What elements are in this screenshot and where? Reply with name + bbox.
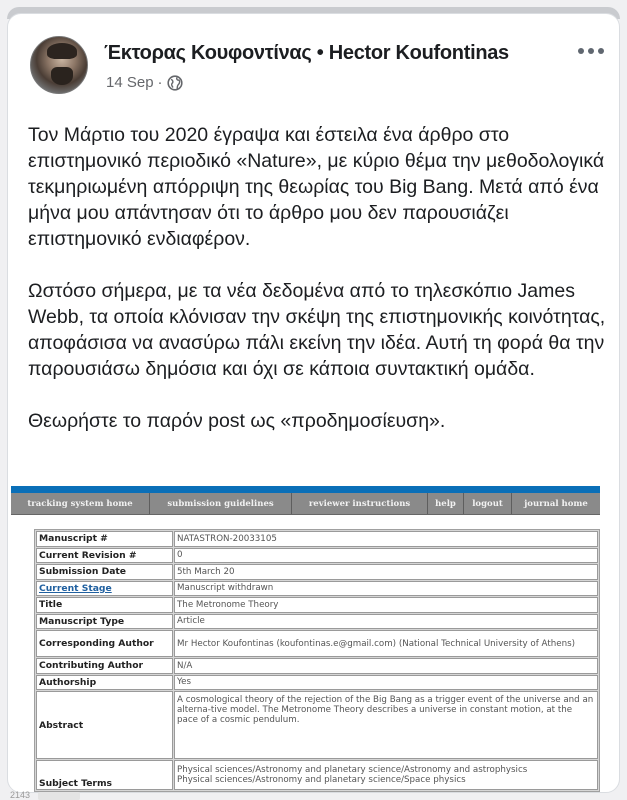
row-label: Abstract bbox=[36, 691, 173, 759]
post-meta bbox=[106, 74, 183, 91]
embedded-screenshot[interactable] bbox=[10, 486, 601, 793]
manuscript-details-table bbox=[34, 529, 600, 792]
more-dot-icon bbox=[578, 48, 584, 54]
post-date[interactable]: 14 Sep bbox=[106, 74, 154, 91]
subject-term: Physical sciences/Astronomy and planetary science/Space physics bbox=[177, 775, 466, 785]
avatar[interactable] bbox=[30, 36, 88, 94]
post-card bbox=[7, 13, 620, 793]
current-stage-link[interactable]: Current Stage bbox=[39, 582, 112, 594]
row-label: Authorship bbox=[36, 675, 173, 691]
nav-help[interactable]: help bbox=[428, 493, 464, 514]
table-row bbox=[36, 564, 598, 580]
row-value: Manuscript withdrawn bbox=[174, 581, 598, 597]
row-label: Title bbox=[36, 597, 173, 613]
table-row bbox=[36, 658, 598, 674]
row-value: Yes bbox=[174, 675, 598, 691]
row-value bbox=[174, 760, 598, 790]
row-label: Corresponding Author bbox=[36, 630, 173, 657]
footer-button[interactable] bbox=[38, 792, 80, 800]
row-value: Mr Hector Koufontinas (koufontinas.e@gmail.com) (National Technical University of Athens) bbox=[174, 630, 598, 657]
reaction-count[interactable]: 2143 bbox=[10, 790, 31, 800]
nav-journal-home[interactable]: journal home bbox=[524, 498, 588, 509]
row-value: Article bbox=[174, 614, 598, 630]
nav-submission-guidelines[interactable]: submission guidelines bbox=[150, 493, 292, 514]
tracking-nav bbox=[11, 493, 600, 515]
post-paragraph: Τον Μάρτιο του 2020 έγραψα και έστειλα ένα άρθρο στο επιστημονικό περιοδικό «Nature», με κύριο θέμα την μεθοδολογικά τεκμηριωμένη απόρριψη της θεωρίας του Big Bang. Μετά από ένα μήνα μου απάντησαν ότι το άρθρο μου δεν παρουσιάζει επιστημονικό ενδιαφέρον. bbox=[28, 124, 605, 250]
nav-reviewer-instructions[interactable]: reviewer instructions bbox=[292, 493, 428, 514]
row-label: Contributing Author bbox=[36, 658, 173, 674]
row-value: N/A bbox=[174, 658, 598, 674]
post-header bbox=[28, 34, 608, 94]
post-body bbox=[28, 122, 608, 460]
row-label: Manuscript Type bbox=[36, 614, 173, 630]
more-dot-icon bbox=[598, 48, 604, 54]
tracking-header-bar bbox=[11, 486, 600, 493]
table-row bbox=[36, 614, 598, 630]
more-options-button[interactable] bbox=[578, 48, 604, 54]
row-value: NATASTRON-20033105 bbox=[174, 531, 598, 547]
meta-separator: · bbox=[157, 74, 163, 91]
post-paragraph: Ωστόσο σήμερα, με τα νέα δεδομένα από το τηλεσκόπιο James Webb, τα οποία κλόνισαν την σκέψη της επιστημονικής κοινότητας, αποφάσισα να ανασύρω πάλι εκείνη την ιδέα. Αυτή τη φορά θα την παρουσιάσω δημόσια και όχι σε κάποια συντακτική ομάδα. bbox=[28, 280, 606, 380]
subject-term: Physical sciences/Astronomy and planetary science/Astronomy and astrophysics bbox=[177, 765, 528, 775]
post-paragraph: Θεωρήστε το παρόν post ως «προδημοσίευση». bbox=[28, 410, 446, 432]
table-row bbox=[36, 548, 598, 564]
globe-icon bbox=[167, 75, 183, 91]
nav-logout[interactable]: logout bbox=[464, 493, 512, 514]
nav-tracking-system-home[interactable]: tracking system home bbox=[11, 493, 150, 514]
author-name[interactable]: Έκτορας Κουφοντίνας • Hector Koufontinas bbox=[104, 42, 509, 64]
table-row bbox=[36, 675, 598, 691]
table-row bbox=[36, 531, 598, 547]
row-label: Submission Date bbox=[36, 564, 173, 580]
table-row bbox=[36, 630, 598, 657]
row-label bbox=[36, 581, 173, 597]
avatar-beard bbox=[51, 67, 73, 85]
row-label: Manuscript # bbox=[36, 531, 173, 547]
row-value: 0 bbox=[174, 548, 598, 564]
row-label: Current Revision # bbox=[36, 548, 173, 564]
row-value: A cosmological theory of the rejection of the Big Bang as a trigger event of the universe and an alterna-tive model. The Metronome Theory describes a universe in constant motion, at the pace of a cosmic pendulum. bbox=[174, 691, 598, 759]
table-row bbox=[36, 597, 598, 613]
table-row bbox=[36, 691, 598, 759]
more-dot-icon bbox=[588, 48, 594, 54]
table-row bbox=[36, 760, 598, 790]
row-label: Subject Terms bbox=[36, 760, 173, 790]
row-value: The Metronome Theory bbox=[174, 597, 598, 613]
table-row bbox=[36, 581, 598, 597]
row-value: 5th March 20 bbox=[174, 564, 598, 580]
avatar-hair bbox=[47, 43, 77, 59]
